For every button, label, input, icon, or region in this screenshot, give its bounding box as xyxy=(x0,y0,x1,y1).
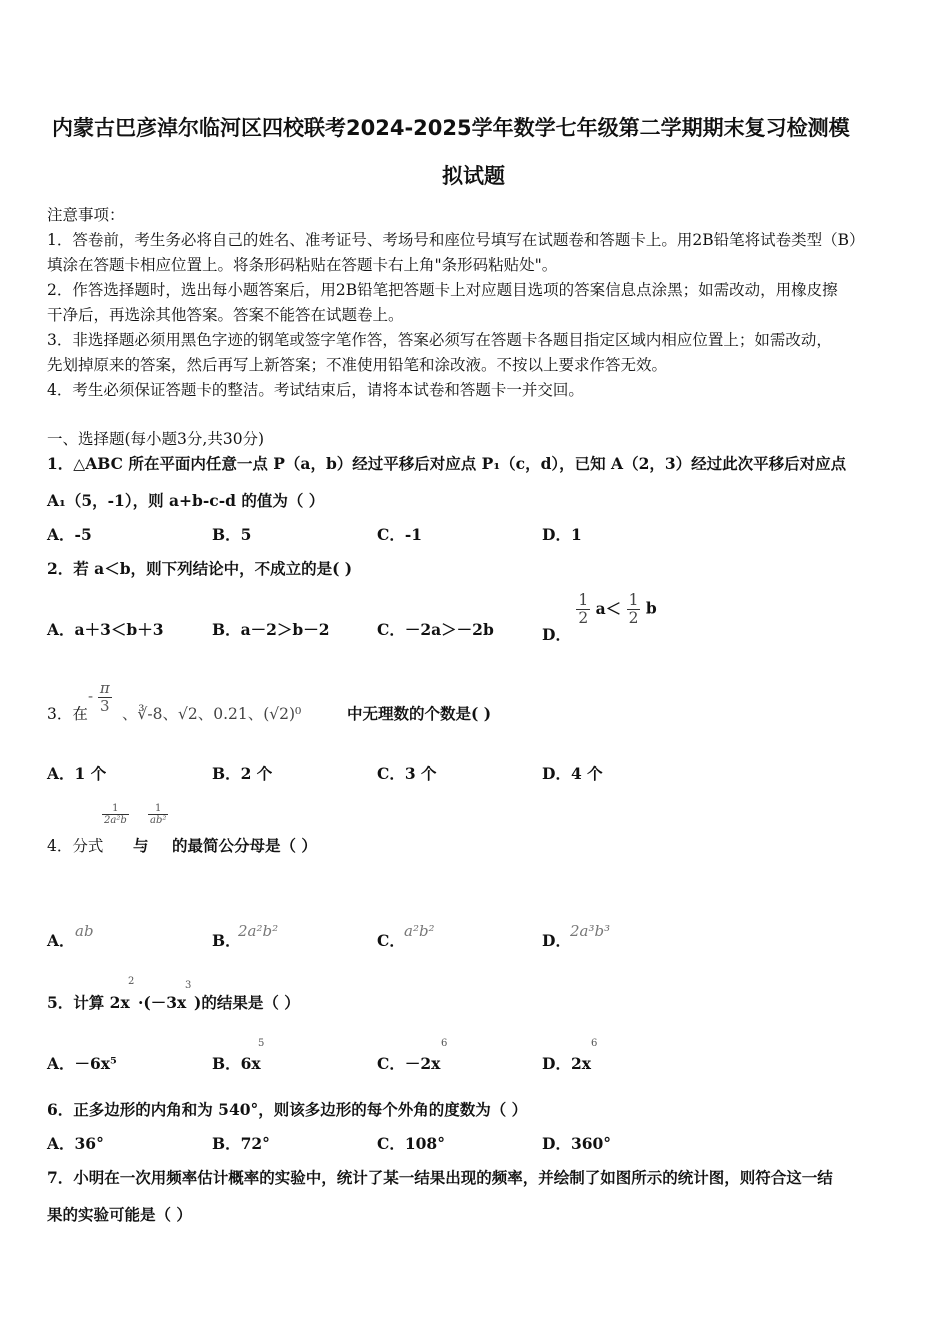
q4-option-d-value: 2a³b³ xyxy=(570,922,611,940)
q3-prefix: 3．在 xyxy=(47,705,88,723)
q7-stem-line2: 果的实验可能是（ ） xyxy=(47,1205,192,1224)
q4-option-a-label: A． xyxy=(47,931,75,950)
notice-item-2b: 干净后，再选涂其他答案。答案不能答在试题卷上。 xyxy=(47,306,404,324)
q4-option-d-label: D． xyxy=(542,931,571,950)
notice-heading: 注意事项： xyxy=(47,206,125,224)
notice-item-1a: 1．答卷前，考生务必将自己的姓名、准考证号、考场号和座位号填写在试题卷和答题卡上。用2B铅笔将试卷类型（B） xyxy=(47,231,865,249)
q1-option-d: D．1 xyxy=(542,525,582,544)
pi-over-3-fraction: $\frac{\pi}{3}$ xyxy=(99,679,110,715)
q4-mid: 与 xyxy=(133,836,149,855)
doc-title-line1: 内蒙古巴彦淖尔临河区四校联考2024-2025学年数学七年级第二学期期末复习检测模 xyxy=(52,116,850,140)
q4-option-b-value: 2a²b² xyxy=(238,922,279,940)
q5-option-c-exp: 6 xyxy=(441,1038,448,1049)
q5-option-d: D．2x xyxy=(542,1054,591,1073)
doc-title-line2: 拟试题 xyxy=(442,164,505,188)
q1-option-a: A．-5 xyxy=(47,525,92,544)
q2-option-d-mid: a＜ xyxy=(595,598,622,618)
half-fraction: $\frac{1}{2}$ xyxy=(578,591,589,628)
q2-option-d xyxy=(542,591,657,644)
q3-option-b: B．2 个 xyxy=(212,764,273,783)
q1-stem-line2: A₁（5，-1），则 a+b-c-d 的值为（ ） xyxy=(47,491,325,510)
q2-option-a: A．a＋3＜b＋3 xyxy=(47,620,164,639)
q5-option-d-exp: 6 xyxy=(591,1038,598,1049)
q1-stem-line1: 1．△ABC 所在平面内任意一点 P（a，b）经过平移后对应点 P₁（c，d），已知 A（2，3）经过此次平移后对应点 xyxy=(47,454,847,473)
q3-option-c: C．3 个 xyxy=(377,764,437,783)
q4-fraction-1: $\frac{1}{\text{2a²b}}$ xyxy=(104,803,127,826)
q5-exp-2: 3 xyxy=(185,980,192,991)
q4-option-b-label: B． xyxy=(212,931,241,950)
q2-option-d-suffix: b xyxy=(645,598,657,618)
notice-item-4: 4．考生必须保证答题卡的整洁。考试结束后，请将本试卷和答题卡一并交回。 xyxy=(47,381,584,399)
q2-option-d-label: D． xyxy=(542,624,571,644)
q6-option-b: B．72° xyxy=(212,1134,270,1153)
q6-option-c: C．108° xyxy=(377,1134,445,1153)
q5-option-a: A．－6x⁵ xyxy=(47,1054,117,1073)
q1-option-c: C．-1 xyxy=(377,525,423,544)
q4-option-c-value: a²b² xyxy=(404,922,435,940)
q3-option-d: D．4 个 xyxy=(542,764,603,783)
q4-prefix: 4．分式 xyxy=(47,837,104,855)
q5-exp-1: 2 xyxy=(128,976,135,987)
notice-item-3b: 先划掉原来的答案，然后再写上新答案；不准使用铅笔和涂改液。不按以上要求作答无效。 xyxy=(47,356,668,374)
q2-option-b: B．a－2＞b－2 xyxy=(212,620,330,639)
q3-expr-list: 、∛-8、√2、0.21、(√2)⁰ xyxy=(122,705,302,723)
q4-suffix: 的最简公分母是（ ） xyxy=(172,836,317,855)
q3-expr-pi: - $\frac{\pi}{3}$ xyxy=(88,679,110,715)
q5-stem-b: ·(－3x xyxy=(138,993,187,1012)
q5-option-b: B．6x xyxy=(212,1054,261,1073)
q6-option-d: D．360° xyxy=(542,1134,612,1153)
q5-stem-a: 5．计算 2x xyxy=(47,993,130,1012)
q3-option-a: A．1 个 xyxy=(47,764,107,783)
q1-option-b: B．5 xyxy=(212,525,252,544)
notice-item-1b: 填涂在答题卡相应位置上。将条形码粘贴在答题卡右上角"条形码粘贴处"。 xyxy=(47,256,558,274)
q6-stem: 6．正多边形的内角和为 540°，则该多边形的每个外角的度数为（ ） xyxy=(47,1100,528,1119)
q5-option-b-exp: 5 xyxy=(258,1038,265,1049)
q6-option-a: A．36° xyxy=(47,1134,104,1153)
q3-suffix: 中无理数的个数是( ) xyxy=(347,704,492,723)
q4-option-c-label: C． xyxy=(377,931,405,950)
q2-stem: 2．若 a＜b，则下列结论中，不成立的是( ) xyxy=(47,559,353,578)
notice-item-3a: 3．非选择题必须用黑色字迹的钢笔或签字笔作答，答案必须写在答题卡各题目指定区域内相应位置上；如需改动， xyxy=(47,331,832,349)
half-fraction: $\frac{1}{2}$ xyxy=(628,591,639,628)
q2-option-c: C．－2a＞－2b xyxy=(377,620,494,639)
q4-fraction-2: $\frac{1}{\text{ab²}}$ xyxy=(150,803,167,826)
q5-stem-c: )的结果是（ ） xyxy=(194,993,300,1012)
q5-option-c: C．－2x xyxy=(377,1054,441,1073)
section-heading: 一、选择题(每小题3分,共30分) xyxy=(47,430,265,448)
q4-option-a-value: ab xyxy=(75,922,94,940)
notice-item-2a: 2．作答选择题时，选出每小题答案后，用2B铅笔把答题卡上对应题目选项的答案信息点涂黑；如需改动，用橡皮擦 xyxy=(47,281,838,299)
q7-stem-line1: 7．小明在一次用频率估计概率的实验中，统计了某一结果出现的频率，并绘制了如图所示的统计图，则符合这一结 xyxy=(47,1168,833,1187)
